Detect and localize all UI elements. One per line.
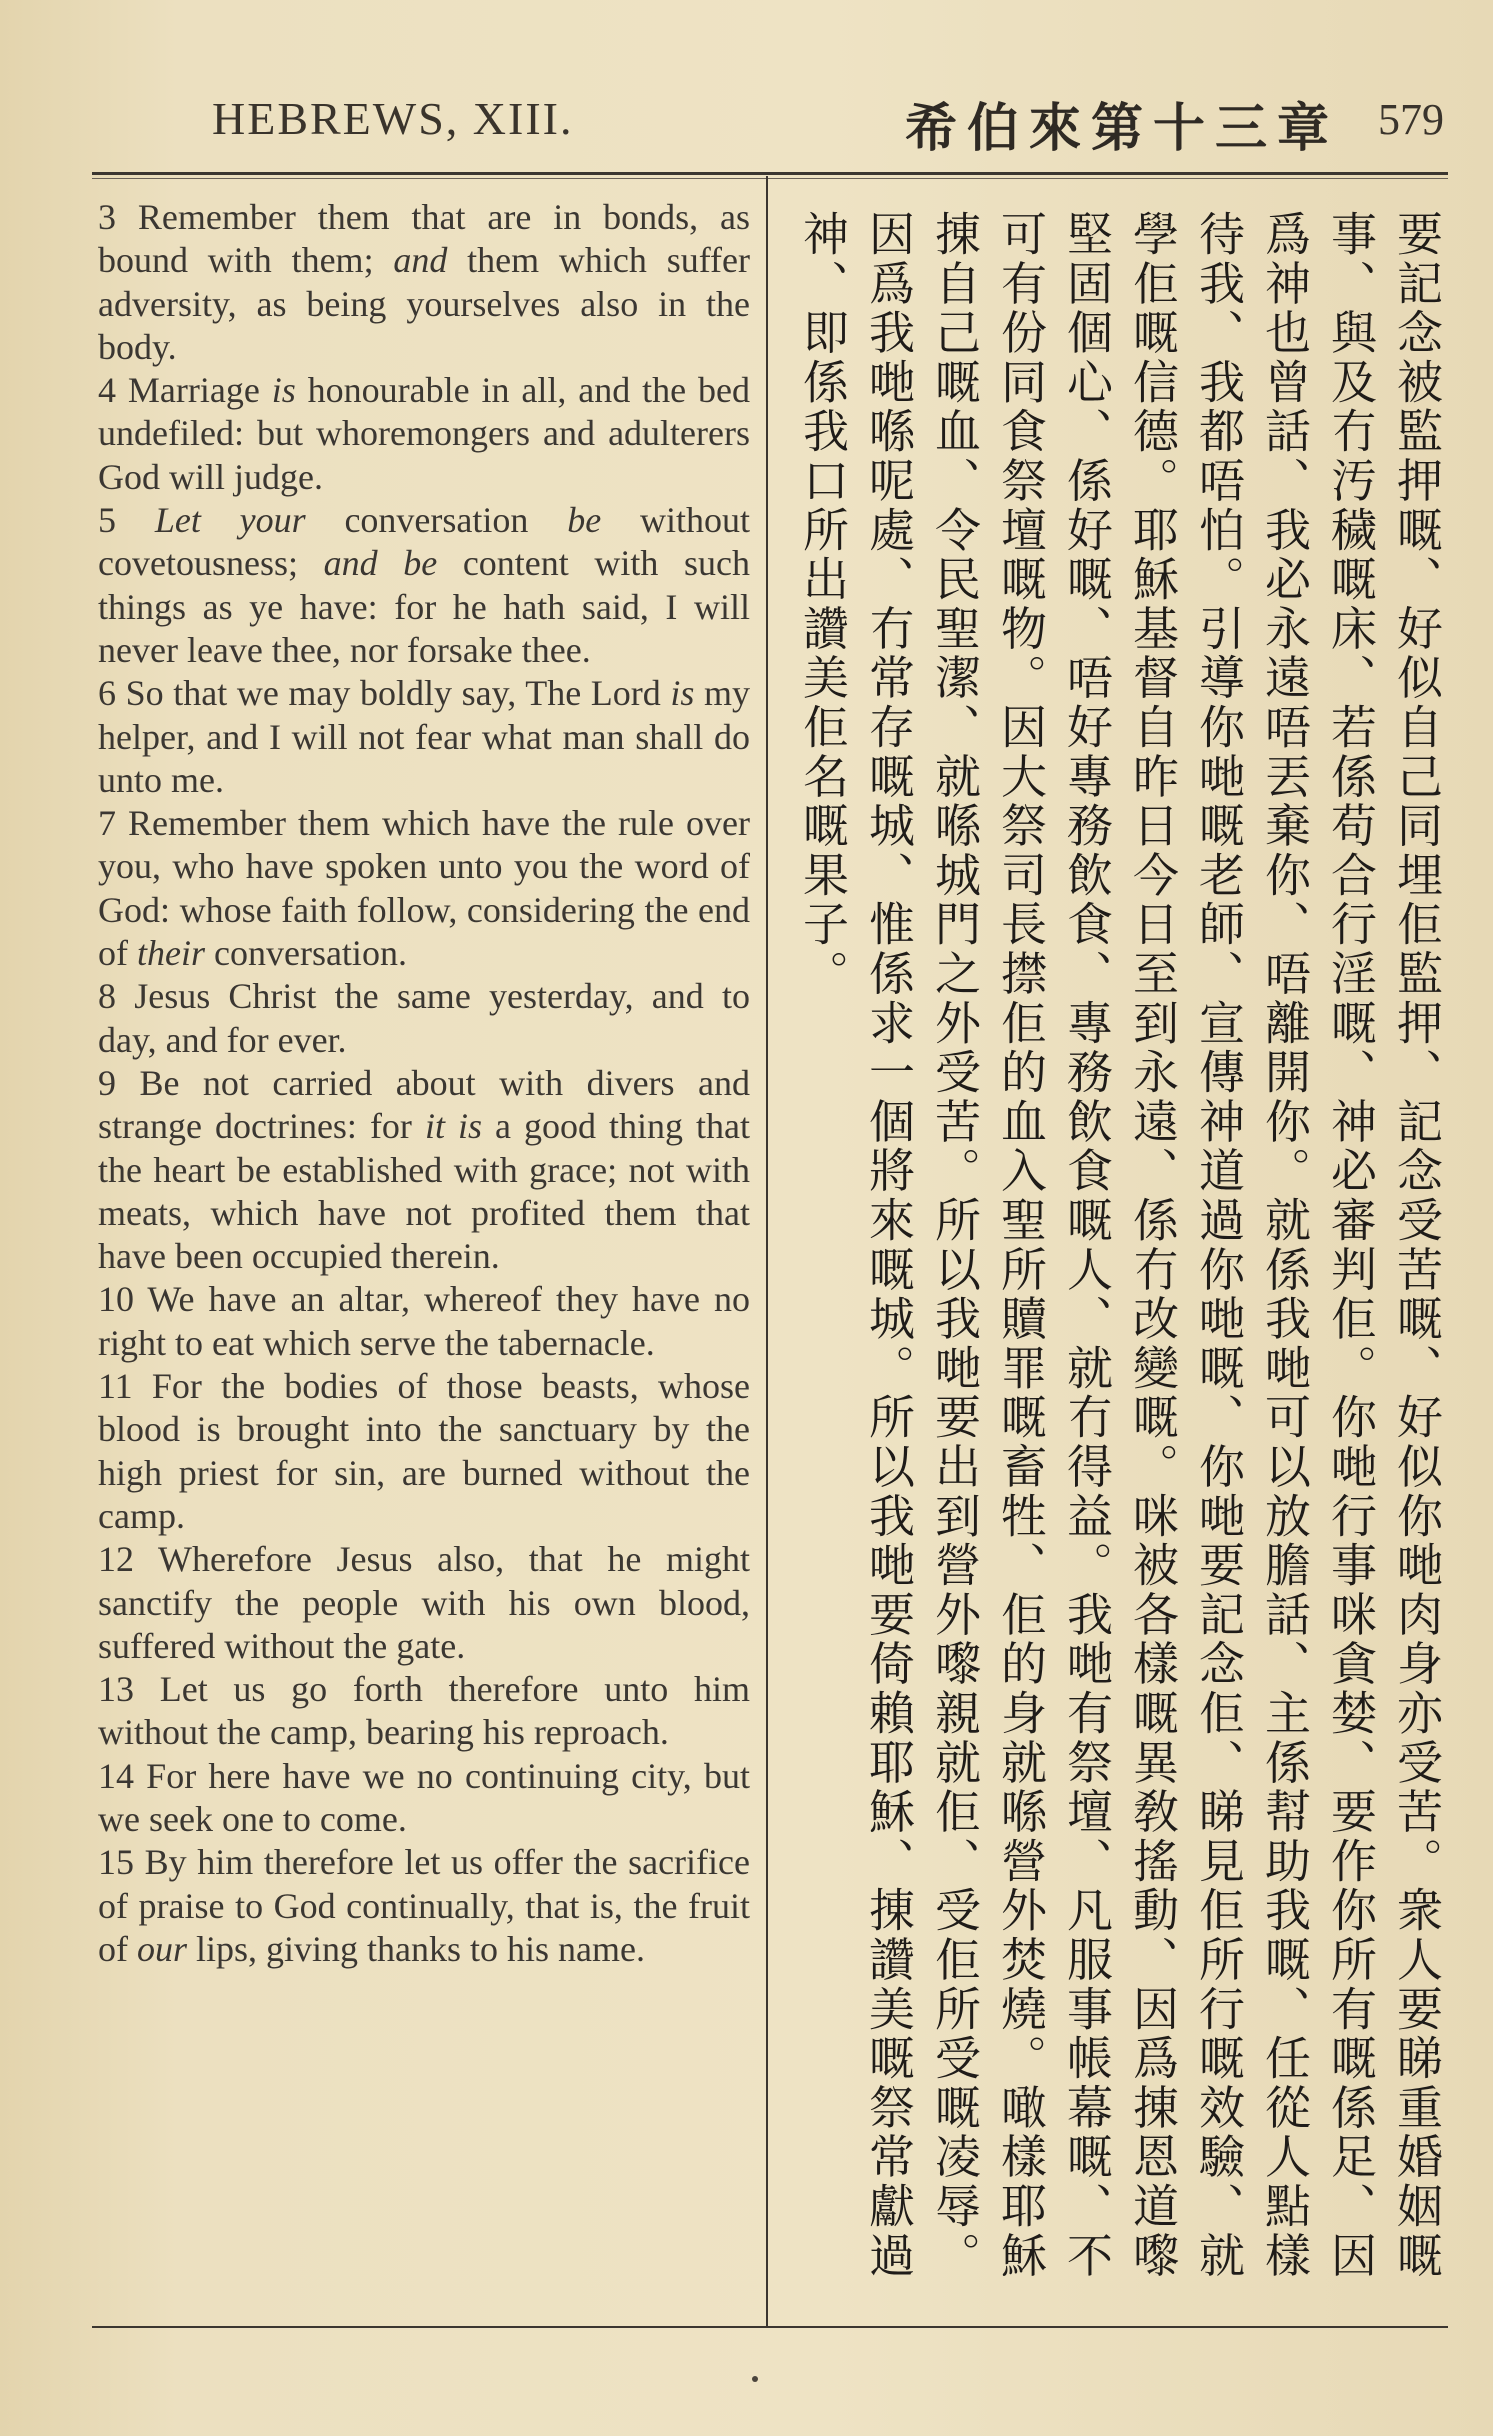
- verse-text: honourable in all, and the bed undefiled: but whoremongers and adulterers God will judge.: [98, 370, 750, 497]
- verse-italic-text: it is: [424, 1106, 482, 1147]
- english-verse: [98, 975, 750, 1062]
- verse-text: 6 So that we may boldly say, The Lord: [98, 673, 671, 714]
- english-verse: [98, 1365, 750, 1538]
- verse-text: 8 Jesus Christ the same yesterday, and to day, and for ever.: [98, 976, 750, 1060]
- english-verse: [98, 196, 750, 369]
- verse-text: content with such things as ye have: for he hath said, I will never leave thee, nor forsake thee.: [98, 543, 751, 670]
- verse-text: 9 Be not carried about with divers and strange doctrines: for: [98, 1062, 750, 1147]
- english-verse: [98, 1668, 750, 1755]
- verse-text: 14 For here have we no continuing city, but we seek one to come.: [98, 1755, 750, 1839]
- footer-rule: [92, 2326, 1448, 2328]
- chinese-running-title: 希伯來第十三章: [905, 99, 1340, 159]
- verse-text: 13 Let us go forth therefore unto him without the camp, bearing his reproach.: [98, 1669, 750, 1753]
- chinese-column: [790, 210, 1450, 2310]
- verse-text: 5: [98, 500, 155, 541]
- footer-dot: [752, 2376, 758, 2382]
- verse-italic-text: Let your: [154, 500, 306, 541]
- verse-text: conversation: [305, 500, 568, 541]
- column-divider: [766, 176, 768, 2328]
- verse-italic-text: their: [137, 933, 205, 974]
- verse-italic-text: and be: [323, 543, 438, 584]
- verse-text: 4 Marriage: [98, 370, 272, 411]
- verse-text: my helper, and I will not fear what man shall do unto me.: [98, 673, 750, 800]
- english-running-title: HEBREWS, XIII.: [212, 93, 574, 144]
- header-rule-thin: [92, 178, 1448, 179]
- english-verse: [98, 1755, 750, 1842]
- verse-text: conversation.: [205, 933, 407, 974]
- english-verse: [98, 369, 750, 499]
- english-verse: [98, 1538, 750, 1668]
- verse-text: lips, giving thanks to his name.: [187, 1928, 645, 1969]
- verse-italic-text: is: [271, 370, 296, 411]
- english-verse: [98, 802, 750, 975]
- page-number: 579: [1378, 95, 1444, 144]
- header-rule: [92, 172, 1448, 175]
- english-column: [98, 196, 750, 1971]
- verse-text: without covetousness;: [98, 500, 750, 584]
- chinese-verses-text: 要記念被監押嘅、好似自己同埋佢監押、記念受苦嘅、好似你哋肉身亦受苦。衆人要睇重婚姻嘅事、與及冇汚穢嘅床、若係苟合行淫嘅、神必審判佢。你哋行事咪貪婪、要作你所有嘅係足、因爲神也曾話、我必永遠唔丟棄你、唔離開你。就係我哋可以放膽話、主係幇助我嘅、任從人點樣待我、我都唔怕。引導你哋嘅老師、宣傳神道過你哋嘅、你哋要記念佢、睇見佢所行嘅效驗、就學佢嘅信德。耶穌基督自昨日今日至到永遠、係冇改變嘅。咪被各樣嘅異敎搖動、因爲㨂恩道嚟堅固個心、係好嘅、唔好專務飲食、專務飲食嘅人、就冇得益。我哋有祭壇、凡服事帳幕嘅、不可有份同食祭壇嘅物。因大祭司長㩒佢的血入聖所贖罪嘅畜牲、佢的身就喺營外焚燒。噉樣耶穌㨂自己嘅血、令民聖潔、就喺城門之外受苦。所以我哋要出到營外嚟親就佢、受佢所受嘅凌辱。因爲我哋喺呢處、冇常存嘅城、惟係求一個將來嘅城。所以我哋要倚賴耶穌、㨂讚美嘅祭常獻過神、即係我口所出讚美佢名嘅果子。: [796, 210, 1444, 2281]
- verse-text: 11 For the bodies of those beasts, whose blood is brought into the sanctuary by the high priest for sin, are burned without the camp.: [98, 1366, 750, 1536]
- english-verse: [98, 1062, 750, 1278]
- verse-text: 3 Remember them that are in bonds, as bound with them;: [98, 197, 750, 281]
- verse-text: them which suffer adversity, as being yourselves also in the body.: [98, 240, 750, 367]
- verse-text: 10 We have an altar, whereof they have no right to eat which serve the tabernacle.: [98, 1279, 750, 1363]
- verse-italic-text: and: [393, 240, 448, 281]
- verse-italic-text: our: [137, 1928, 188, 1969]
- verse-text: a good thing that the heart be established with grace; not with meats, which have not profited them that have been occupied therein.: [98, 1106, 750, 1277]
- verse-italic-text: is: [670, 673, 695, 714]
- english-verse: [98, 672, 750, 802]
- english-verse: [98, 1841, 750, 1971]
- english-verse: [98, 499, 750, 672]
- verse-italic-text: be: [567, 500, 602, 541]
- english-verse: [98, 1278, 750, 1365]
- verse-text: 12 Wherefore Jesus also, that he might sanctify the people with his own blood, suffered without the gate.: [98, 1539, 750, 1666]
- verse-text: 7 Remember them which have the rule over you, who have spoken unto you the word of God: whose faith follow, considering the end of: [98, 803, 750, 974]
- verse-text: 15 By him therefore let us offer the sacrifice of praise to God continually, that is, the fruit of: [98, 1842, 750, 1969]
